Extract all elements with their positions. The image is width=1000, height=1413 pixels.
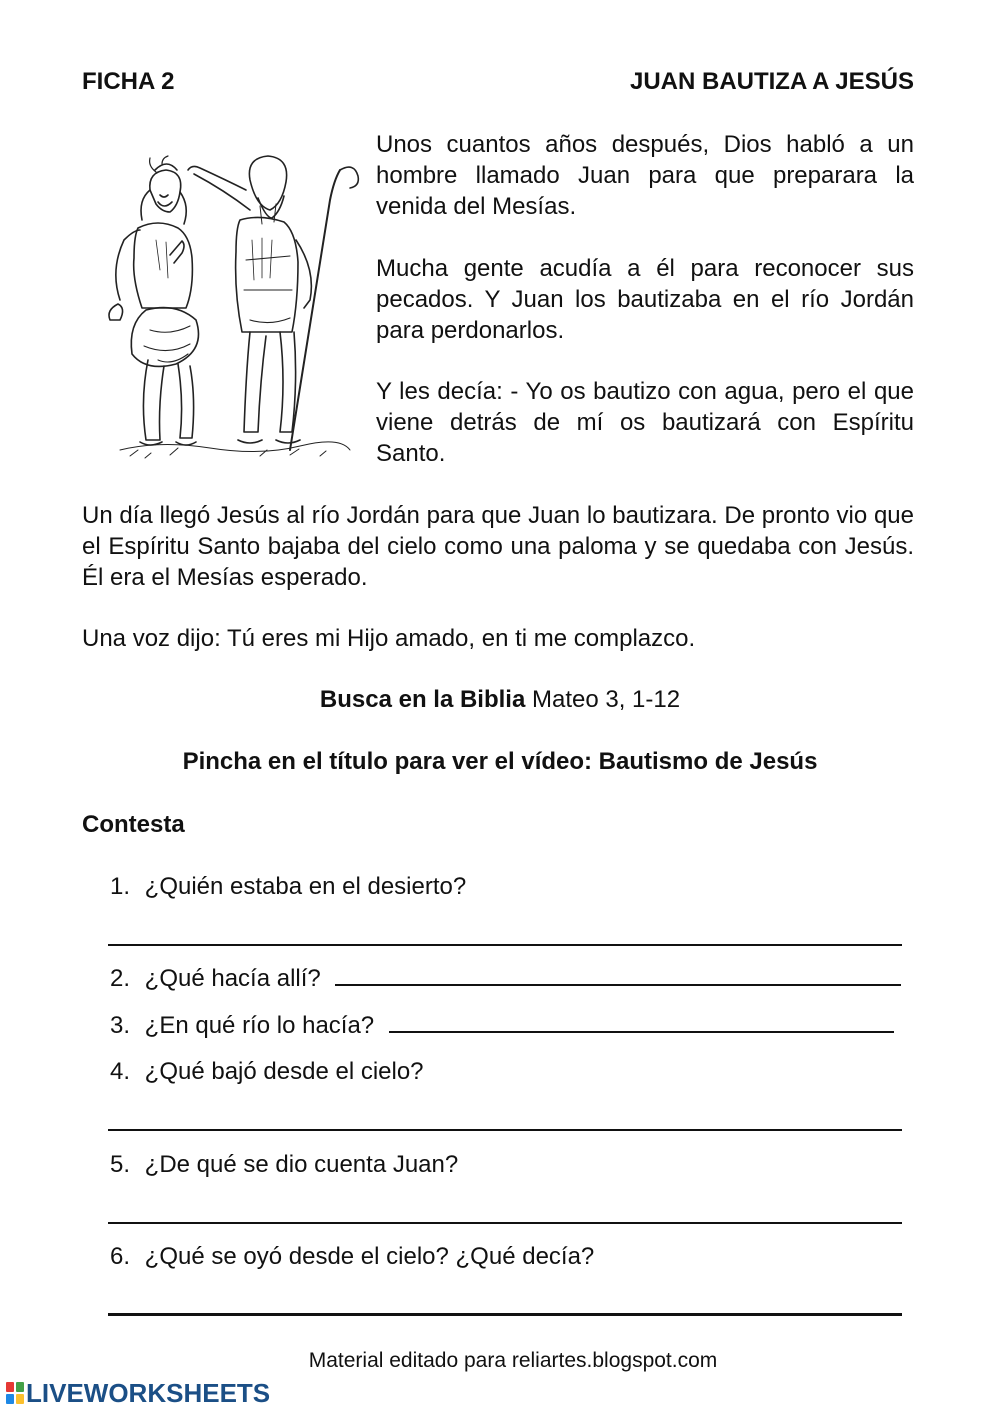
logo-square-yellow: [16, 1394, 24, 1404]
question-1: [110, 871, 466, 902]
question-number: 4.: [110, 1058, 131, 1085]
question-text: ¿En qué río lo hacía?: [144, 1012, 375, 1039]
answer-line-6[interactable]: [108, 1313, 902, 1316]
liveworksheets-logo[interactable]: [6, 1377, 271, 1408]
question-text: ¿Qué bajó desde el cielo?: [144, 1058, 424, 1085]
answer-line-4[interactable]: [108, 1129, 902, 1131]
baptism-illustration: [100, 150, 365, 470]
question-2: [110, 963, 901, 994]
bible-label: Busca en la Biblia: [319, 686, 526, 713]
question-text: ¿Qué hacía allí?: [144, 965, 321, 992]
question-4: [110, 1056, 424, 1087]
answer-line-3[interactable]: [389, 1011, 894, 1033]
contesta-heading: Contesta: [82, 811, 185, 838]
answer-line-1[interactable]: [108, 944, 902, 946]
question-5: [110, 1149, 458, 1180]
bible-reference: [0, 686, 1000, 714]
question-number: 5.: [110, 1151, 131, 1178]
video-link[interactable]: Pincha en el título para ver el vídeo: Bautismo de Jesús: [182, 748, 818, 775]
question-6: [110, 1241, 594, 1272]
bible-passage: Mateo 3, 1-12: [531, 686, 681, 713]
paragraph-voice: Una voz dijo: Tú eres mi Hijo amado, en ti me complazco.: [82, 625, 696, 652]
question-number: 6.: [110, 1243, 131, 1270]
liveworksheets-logo-text: LIVEWORKSHEETS: [26, 1377, 271, 1408]
question-number: 2.: [110, 965, 131, 992]
question-text: ¿Quién estaba en el desierto?: [144, 873, 467, 900]
paragraph-baptism: Mucha gente acudía a él para reconocer sus pecados. Y Juan los bautizaba en el río Jordán para perdonarlos.: [376, 255, 914, 344]
footer-credit: Material editado para reliartes.blogspot.com: [308, 1349, 718, 1372]
worksheet-number: FICHA 2: [82, 68, 175, 95]
logo-square-red: [6, 1382, 14, 1392]
paragraph-jesus-arrives: Un día llegó Jesús al río Jordán para que Juan lo bautizara. De pronto vio que el Espíritu Santo bajaba del cielo como una paloma y se quedaba con Jesús. Él era el Mesías esperado.: [82, 502, 914, 591]
paragraph-quote: Y les decía: - Yo os bautizo con agua, pero el que viene detrás de mí os bautizará con Espíritu Santo.: [376, 378, 914, 467]
worksheet-title: JUAN BAUTIZA A JESÚS: [629, 68, 914, 95]
question-3: [110, 1010, 894, 1041]
answer-line-2[interactable]: [335, 964, 901, 986]
liveworksheets-logo-icon: [6, 1382, 24, 1404]
paragraph-intro: Unos cuantos años después, Dios habló a un hombre llamado Juan para que preparara la venida del Mesías.: [376, 131, 914, 220]
logo-square-green: [16, 1382, 24, 1392]
question-number: 3.: [110, 1012, 131, 1039]
question-text: ¿De qué se dio cuenta Juan?: [144, 1151, 459, 1178]
question-text: ¿Qué se oyó desde el cielo? ¿Qué decía?: [144, 1243, 595, 1270]
logo-square-blue: [6, 1394, 14, 1404]
answer-line-5[interactable]: [108, 1222, 902, 1224]
question-number: 1.: [110, 873, 131, 900]
